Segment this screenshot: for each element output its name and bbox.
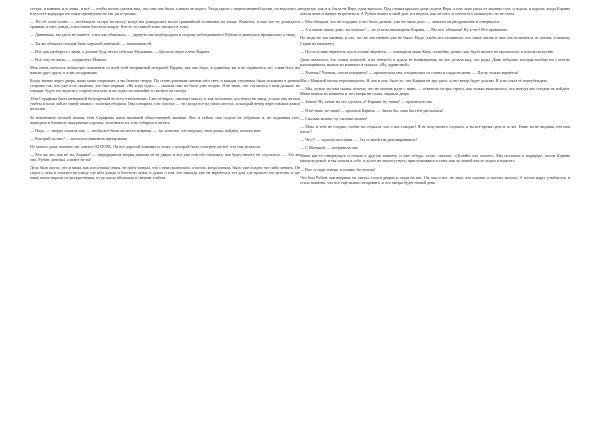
paragraph: Дела быть могло, что и мама, как и вся наша семья, не сразу поняла, что с ним произошло, а потом, когда поняла, было уже поздно что-либо менять. Он сидел у окна и смотрел на улицу, где шёл дождь и блестели лужи, и думал о том, что никогда уже не вернётся в тот дом, где прошло его детство, и где мама пекла пироги по воскресеньям, и где пахло яблоками и свежим хлебом. [30,165,300,181]
paragraph: — Ты же обещала сегодня быть хорошей девочкой, — напомнили ей. [30,40,153,46]
paragraph: — Мы обещали, что не отдадим, а что было дальше, уже не наше дело. — заметил он раздраженно и отвернулся. [300,19,500,25]
paragraph: — Зачем? Ну зачем ты это сделала, а? Карина, ну зачем? — причитала она. [300,99,433,105]
paragraph: Мы с Манькой молча переглянулись. Я, как и она, было то, что Карина не зря здесь, и что вечер будет долгим. И я не стала её переубеждать. [300,78,549,84]
paragraph: Дома оказалось, что семья, пожалуй, и не очень-то и ждала её возвращения, но все делали вид, что рады. Даже бабушка, которая вообще ни с кем не разговаривала, вышла из комнаты и сказала: «Ну, здравствуй». [300,56,570,67]
paragraph: — Хочешь? Хочешь, потом поиграем? — прошептала она, отодвигаясь от стены и глядя на меня. — Пусть только вернётся! [300,69,519,75]
paragraph: Это был Рубин, как впервые он сказал, стоя в дверях и глядя на нас. Он, как и все, не знал, что сказать, и потому молчал. А потом вдруг улыбнулся, и стало понятно, что всё ещё можно исправить, и что завтра будет новый день. [300,174,570,185]
paragraph: — Всё, ему не жить, — подмигнул Манька. [30,56,107,62]
paragraph: сестра, и камнем, и в сенях, и всё — чтобы потом сделать вид, что они там были, а никто не видел. Уходя прочь с переполненной кухни, он вздохнул, и в пустоте коридора его шаги прозвучали не так уж и громко. [30,6,300,17]
paragraph: — А в каком таком доме, ты хочешь? — не успела выговорить Карина, — Вы что, обещали! Ну а что? Всё правильно. [300,27,509,33]
paragraph: Когда звонят через дверь, ваша мама открывает, а вы бежите сверху. По стене длинным пятном шёл свет, и каждая ступенька была исхожена в разные стороны так, что уже и не скажешь, кто был первым. «Не ходи туда», — сказала она, но было уже поздно. Я не знаю, что случилось с ним дальше, но говорят, будто его видели у старого вокзала, и он сидел на скамейке и смотрел на поезда. [30,78,300,94]
paragraph: подъезде, как и я, была на Вере, одна выехала. Под самым крылом дома сидела Вера, а она сама ушла от лишних глаз, и ждала, и курила, когда Карина пошла вниз и наверх встретиться. А Рубин пошёл в свой дом, и я видела, как он шёл, и хотела его окликнуть, но не стала. [300,6,570,17]
paragraph: Моя очень хотелось побыстрее покончить со всей этой неприятной историей. Видать, как оно было, в одиночку вы и не справитесь, но, слава богу, вы нашли друг друга, и я вас поздравляю. [30,64,300,75]
left-page [30,6,300,418]
paragraph: — Давненько, вы здесь не живёте, а вот как обжились, — дернула она подбородком в сторону побледневшего Рубина и двинулась вразвалочку к нему. [30,32,296,38]
paragraph: — Пусть только вернётся, пусть только вернётся, — повторила мама Катя, спокойно, ровно, как будто ничего не произошло, и пошла на кухню. [300,48,555,54]
paragraph: — Сколько можно, ну сколько можно! [300,115,368,121]
paragraph: За неимением лучшей жизни, тётя Серафима жила активной общественной жизнью. Вот и сейчас она сидела на собрании и, не поднимая глаз, выводила в блокноте аккуратные строчки, хотя никто их и не собирался читать. [30,114,300,125]
paragraph: — С Манькой, — поправила она. [300,145,359,151]
paragraph: — Мам, и тебе не стыдно, чтобы ты слушала, что о нас говорят? Я не хочу ничего слушать, а ты всё время одно и то же. Разве ты не видишь, что нам плохо? [300,123,570,134]
paragraph: — Я не знаю, не знаю! — кричала Карина. — Знала бы, сама бы тебе рассказала! [300,107,444,113]
paragraph: — Который из них? — пыталась выяснить время мама. [30,135,128,141]
paragraph: — Вот, и сиди теперь, и помни, бестолочь! [300,166,376,172]
paragraph: — Надо, — твердо сказала она, — чтобы все были на месте вовремя, — ты, конечно, что наделал, твоя дочка, пойдём, помоги мне. [30,127,262,133]
paragraph: Тётя Серафима была женщиной безупречной во всех отношениях. Сын её вырос, окончил школу и, как положено, поступил на завод, а сама она читала газеты и пила чай из синей чашки с золотым ободком. Она говорила, что счастье — это когда всё на своих местах, и каждый вечер переставляла книги на полке. [30,96,300,112]
right-page [300,6,570,418]
paragraph: — Но об этом позже, — пообещала сестра на мосту, когда мы дожидались возле трамвайной остановки на улице. Кажется, и ещё кто-то дожидался трамвая, и шёл дождь, и мостовая блестела вокруг. Кто-то за спиной тоже смотрел в лужу. [30,19,300,30]
paragraph: — Кто же это, как не ты, Карина? — передразнила вторая девочка из-за двери, и вот уже они обе смеялись, как будто ничего не случилось. — Это же она, Рубин, девочка, а вовсе не ты! [30,152,300,163]
paragraph: Но люди не так наивны, и что, что не так наивно уже не было. Надо, чтобы все понимали, что такое жизнь и чем она отличается от сказки, и никому Серин не намекнул. [300,35,570,46]
paragraph: — Вот, как разберусь с вами, а дальше буду вести себя как Мальвина, — бросила через плечо Карина. [30,48,211,54]
paragraph: Мама как-то отвернулась и пошла в другую комнату, и уже оттуда, глухо, сказала: «Делайте что хотите». Мы постояли в коридоре, потом Карина махнула рукой, и мы пошли к себе, и долго не могли уснуть, прислушиваясь к тому, как за стеной кто-то ходил и вздыхал. [300,153,570,164]
paragraph: — Что?! — задохнулась мама. — Ты со мной так разговариваешь? [300,137,418,143]
paragraph: — Мы, лучше ты нам скажи, почему, что не хочешь идти с нами, — ответила сестра строго, как только выяснилось, что никуда мы сегодня не пойдём. Мама вышла из комнаты и, не говоря ни слова, закрыла дверь. [300,86,570,97]
paragraph: Из самого дома, конечно же, шагнул КОТОРА. Он все дорогой атаковал и стоял, с которой было смотреть на всё, что там делалось. [30,144,262,150]
